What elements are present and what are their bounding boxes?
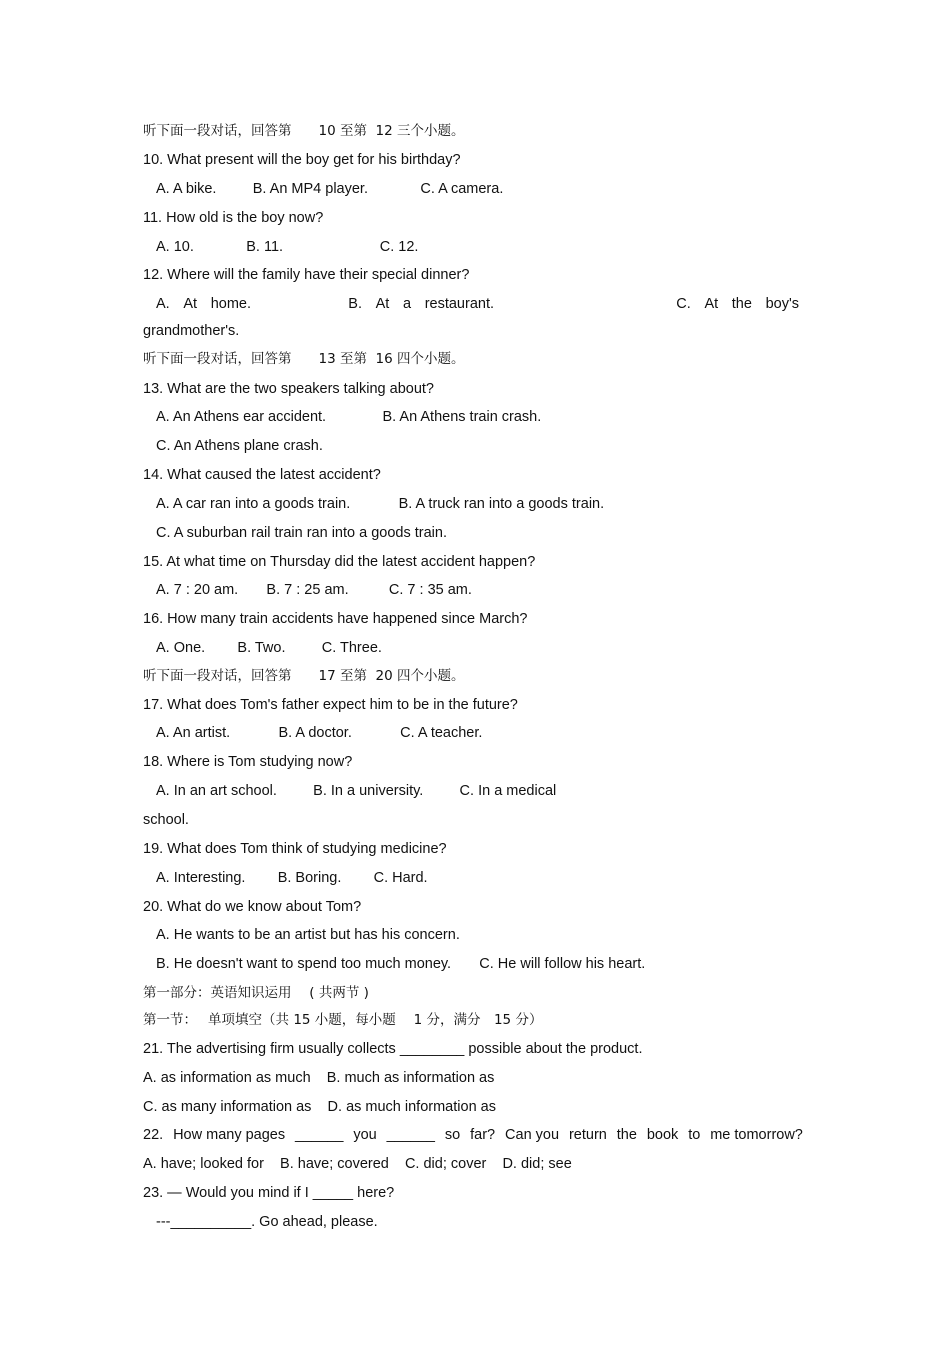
section-instruction: 听下面一段对话，回答第 10 至第 12 三个小题。 bbox=[143, 123, 465, 139]
question-22 bbox=[143, 1126, 803, 1144]
option-b-word: At bbox=[375, 296, 390, 312]
options-20: A. He wants to be an artist but has his concern. bbox=[156, 927, 460, 943]
options-22: A. have; looked for B. have; covered C. did; cover D. did; see bbox=[143, 1156, 572, 1172]
question-20: 20. What do we know about Tom? bbox=[143, 899, 362, 915]
question-13: 13. What are the two speakers talking about? bbox=[143, 381, 434, 397]
question-16: 16. How many train accidents have happened since March? bbox=[143, 611, 528, 627]
question-17: 17. What does Tom's father expect him to be in the future? bbox=[143, 697, 518, 713]
options-18: A. In an art school. B. In a university. C. In a medical bbox=[156, 783, 557, 799]
blank: ______ bbox=[386, 1127, 435, 1143]
options-11: A. 10. B. 11. C. 12. bbox=[156, 239, 419, 255]
question-word: How many pages bbox=[173, 1127, 286, 1143]
options-10: A. A bike. B. An MP4 player. C. A camera. bbox=[156, 181, 504, 197]
question-word: book bbox=[646, 1127, 679, 1143]
question-word: far? bbox=[470, 1127, 496, 1143]
options-19: A. Interesting. B. Boring. C. Hard. bbox=[156, 870, 428, 886]
question-23: 23. — Would you mind if I _____ here? bbox=[143, 1185, 395, 1201]
question-21: 21. The advertising firm usually collects ________ possible about the product. bbox=[143, 1041, 643, 1057]
question-word: the bbox=[616, 1127, 637, 1143]
question-word: so bbox=[444, 1127, 461, 1143]
question-18: 18. Where is Tom studying now? bbox=[143, 754, 353, 770]
blank: ______ bbox=[295, 1127, 344, 1143]
option-c-word: the bbox=[731, 296, 752, 312]
options-20: B. He doesn't want to spend too much money. C. He will follow his heart. bbox=[156, 956, 646, 972]
question-12: 12. Where will the family have their special dinner? bbox=[143, 267, 470, 283]
option-c-word: At bbox=[704, 296, 719, 312]
options-21: C. as many information as D. as much information as bbox=[143, 1099, 496, 1115]
options-12 bbox=[156, 295, 799, 313]
options-21: A. as information as much B. much as information as bbox=[143, 1070, 495, 1086]
option-a-word: home. bbox=[210, 296, 251, 312]
options-13: A. An Athens ear accident. B. An Athens train crash. bbox=[156, 409, 542, 425]
options-13: C. An Athens plane crash. bbox=[156, 438, 323, 454]
question-10: 10. What present will the boy get for his birthday? bbox=[143, 152, 461, 168]
option-a-letter: A. bbox=[156, 296, 170, 312]
question-number: 22. bbox=[143, 1127, 164, 1143]
option-b-word: restaurant. bbox=[424, 296, 495, 312]
question-word: me tomorrow? bbox=[710, 1127, 803, 1143]
question-15: 15. At what time on Thursday did the latest accident happen? bbox=[143, 554, 536, 570]
section-instruction: 听下面一段对话，回答第 13 至第 16 四个小题。 bbox=[143, 351, 465, 367]
question-19: 19. What does Tom think of studying medicine? bbox=[143, 841, 447, 857]
question-11: 11. How old is the boy now? bbox=[143, 210, 324, 226]
options-18-continuation: school. bbox=[143, 812, 189, 828]
options-17: A. An artist. B. A doctor. C. A teacher. bbox=[156, 725, 483, 741]
options-14: C. A suburban rail train ran into a goods train. bbox=[156, 525, 447, 541]
question-14: 14. What caused the latest accident? bbox=[143, 467, 381, 483]
option-c-letter: C. bbox=[676, 296, 691, 312]
options-14: A. A car ran into a goods train. B. A truck ran into a goods train. bbox=[156, 496, 605, 512]
section-heading: 第一节： 单项填空（共 15 小题，每小题 1 分，满分 15 分） bbox=[143, 1012, 543, 1028]
part-heading: 第一部分：英语知识运用 ( 共两节 ) bbox=[143, 985, 369, 1001]
section-instruction: 听下面一段对话，回答第 17 至第 20 四个小题。 bbox=[143, 668, 465, 684]
options-15: A. 7 : 20 am. B. 7 : 25 am. C. 7 : 35 am. bbox=[156, 582, 472, 598]
option-c-word: boy's bbox=[765, 296, 799, 312]
option-b-letter: B. bbox=[348, 296, 362, 312]
question-word: Can you bbox=[505, 1127, 560, 1143]
options-12-continuation: grandmother's. bbox=[143, 323, 240, 339]
question-word: to bbox=[688, 1127, 701, 1143]
options-16: A. One. B. Two. C. Three. bbox=[156, 640, 382, 656]
question-word: return bbox=[568, 1127, 607, 1143]
answer-23: ---__________. Go ahead, please. bbox=[156, 1214, 378, 1230]
option-a-word: At bbox=[183, 296, 198, 312]
option-b-word: a bbox=[402, 296, 412, 312]
question-word: you bbox=[353, 1127, 377, 1143]
